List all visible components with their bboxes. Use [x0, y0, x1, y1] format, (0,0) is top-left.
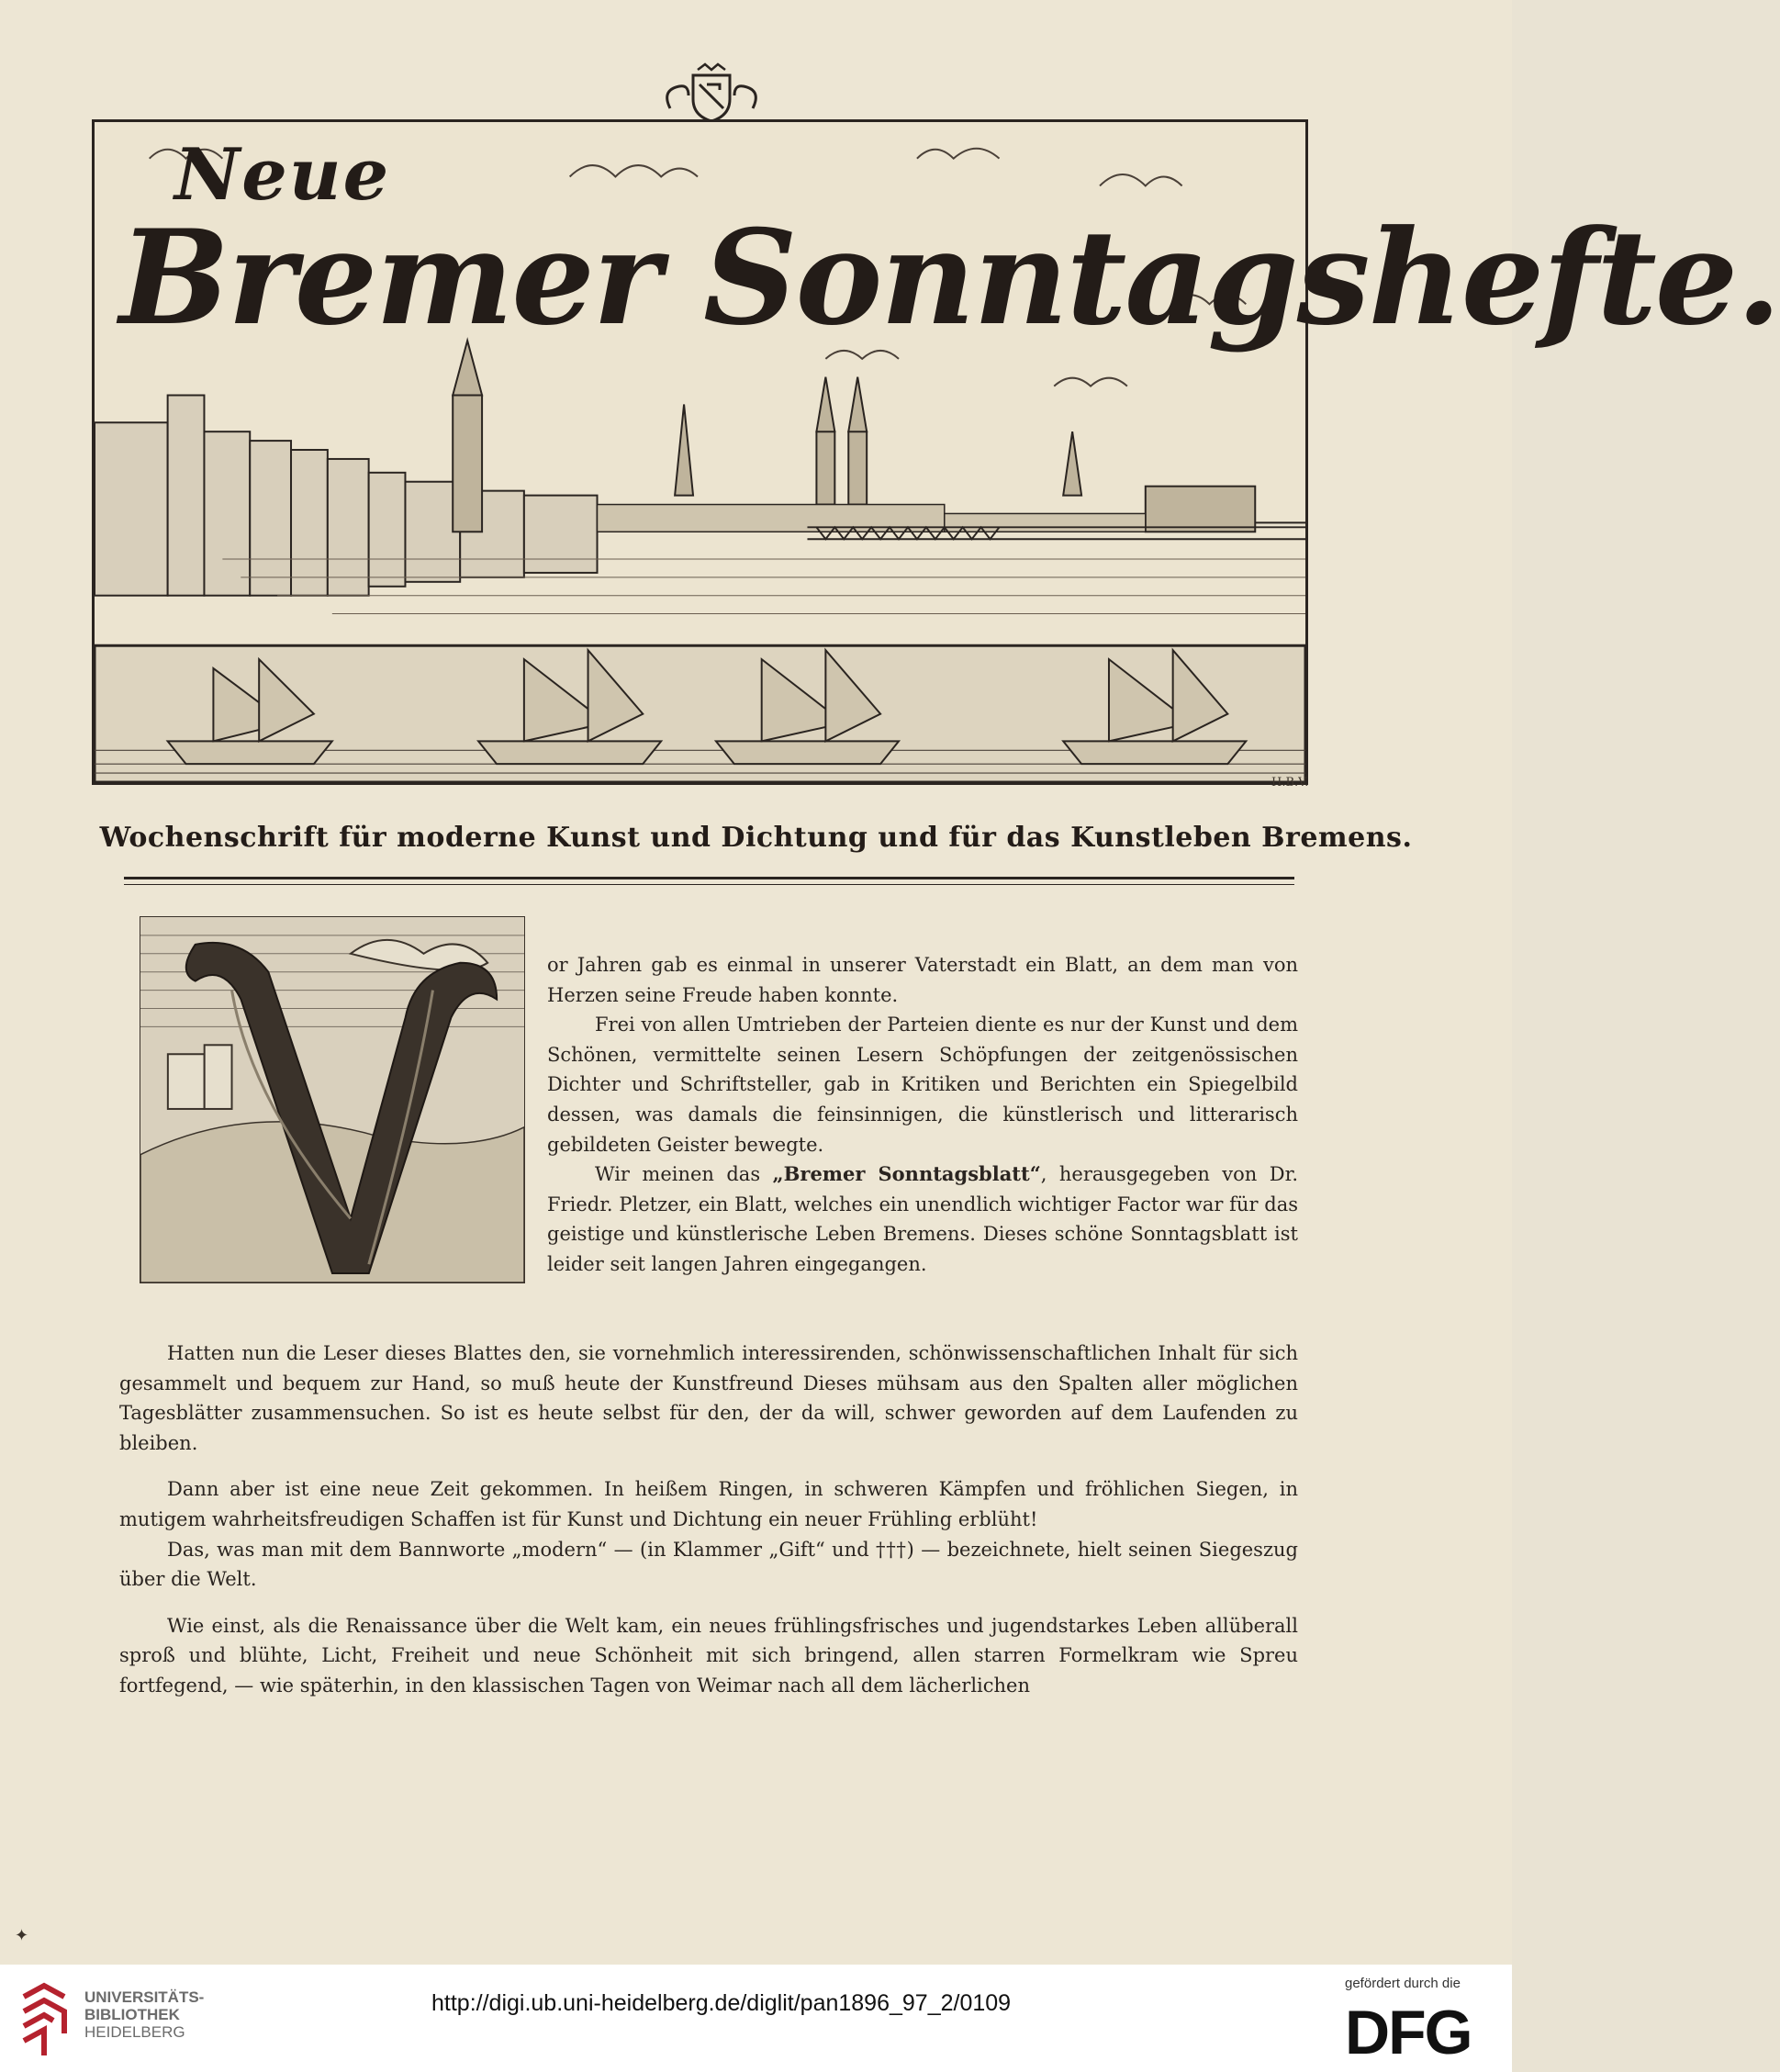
library-name-line-3: HEIDELBERG [84, 2023, 185, 2041]
masthead-title-main: Bremer Sonntagshefte. [119, 202, 1780, 354]
masthead-subtitle: Wochenschrift für moderne Kunst und Dichtung und für das Kunstleben Bremens. [99, 822, 1413, 854]
divider-rule [124, 877, 1294, 879]
masthead-title-neue: Neue [174, 133, 391, 217]
article-paragraph-5: Dann aber ist eine neue Zeit gekommen. In heißem Ringen, in schweren Kämpfen und fröhlichen Siegen, in mutigem wahrheitsfreudigen Schaffen ist für Kunst und Dichtung ein neuer Frühling erblüht! [119, 1478, 1298, 1530]
divider-rule-thin [124, 884, 1294, 885]
article-intro-column [547, 950, 1298, 1280]
article-paragraph-2: Frei von allen Umtrieben der Parteien diente es nur der Kunst und dem Schönen, vermittelte seinen Lesern Schöpfungen der zeitgenössischen Dichter und Schriftsteller, gab in Kritiken und Berichten ein Spiegelbild dessen, was damals die feinsinnigen, die künstlerisch und litterarisch gebildeten Geister bewegte. [547, 1014, 1298, 1156]
library-name-line-1: UNIVERSITÄTS- [84, 1988, 205, 2006]
dfg-logo: DFG [1345, 1998, 1472, 2067]
page-mark-icon: ✦ [15, 1926, 29, 1945]
decorative-initial-illustration [140, 916, 525, 1283]
article-paragraph-7: Wie einst, als die Renaissance über die Welt kam, ein neues frühlingsfrisches und jugendstarkes Leben allüberall sproß und blühte, Licht, Freiheit und neue Schönheit mit sich bringend, allen starren Formelkram wie Spreu fortfegend, — wie späterhin, in den klassischen Tagen von Weimar nach all dem lächerlichen [119, 1614, 1298, 1697]
article-paragraph-6: Das, was man mit dem Bannworte „modern“ — (in Klammer „Gift“ und †††) — bezeichnete, hielt seinen Siegeszug über die Welt. [119, 1538, 1298, 1591]
library-name-line-2: BIBLIOTHEK [84, 2006, 180, 2023]
artist-signature: H.B.V. [1271, 776, 1309, 790]
digital-library-footer [0, 1965, 1512, 2072]
bremen-key-crest-icon [661, 62, 762, 123]
article-paragraph-3 [547, 1159, 1298, 1279]
ub-heidelberg-logo-icon [17, 1978, 72, 2059]
funding-label: gefördert durch die [1345, 1976, 1461, 1991]
bremer-sonntagsblatt-title: „Bremer Sonntagsblatt“ [772, 1162, 1041, 1186]
permalink-url[interactable]: http://digi.ub.uni-heidelberg.de/diglit/pan1896_97_2/0109 [431, 1990, 1012, 2016]
paragraph-3-rest: , herausgegeben von Dr. Friedr. Pletzer, ein Blatt, welches ein unendlich wichtiger Factor war für das geistige und künstlerische Leben Bremens. Dieses schöne Sonntagsblatt ist leider seit langen Jahren eingegangen. [547, 1163, 1298, 1275]
paragraph-3-start: Wir meinen das [595, 1163, 773, 1186]
library-name [84, 1988, 204, 2041]
article-paragraph-4: Hatten nun die Leser dieses Blattes den, sie vornehmlich interessirenden, schönwissenschaftlichen Inhalt für sich gesammelt und bequem zur Hand, so muß heute der Kunstfreund Dieses mühsam aus den Spalten aller möglichen Tagesblätter zusammensuchen. So ist es heute selbst für den, der da will, schwer geworden auf dem Laufenden zu bleiben. [119, 1342, 1298, 1454]
article-paragraph-1: or Jahren gab es einmal in unserer Vaterstadt ein Blatt, an dem man von Herzen seine Freude haben konnte. [547, 954, 1298, 1006]
drop-cap-v-icon [140, 917, 524, 1282]
article-body [119, 1338, 1298, 1701]
